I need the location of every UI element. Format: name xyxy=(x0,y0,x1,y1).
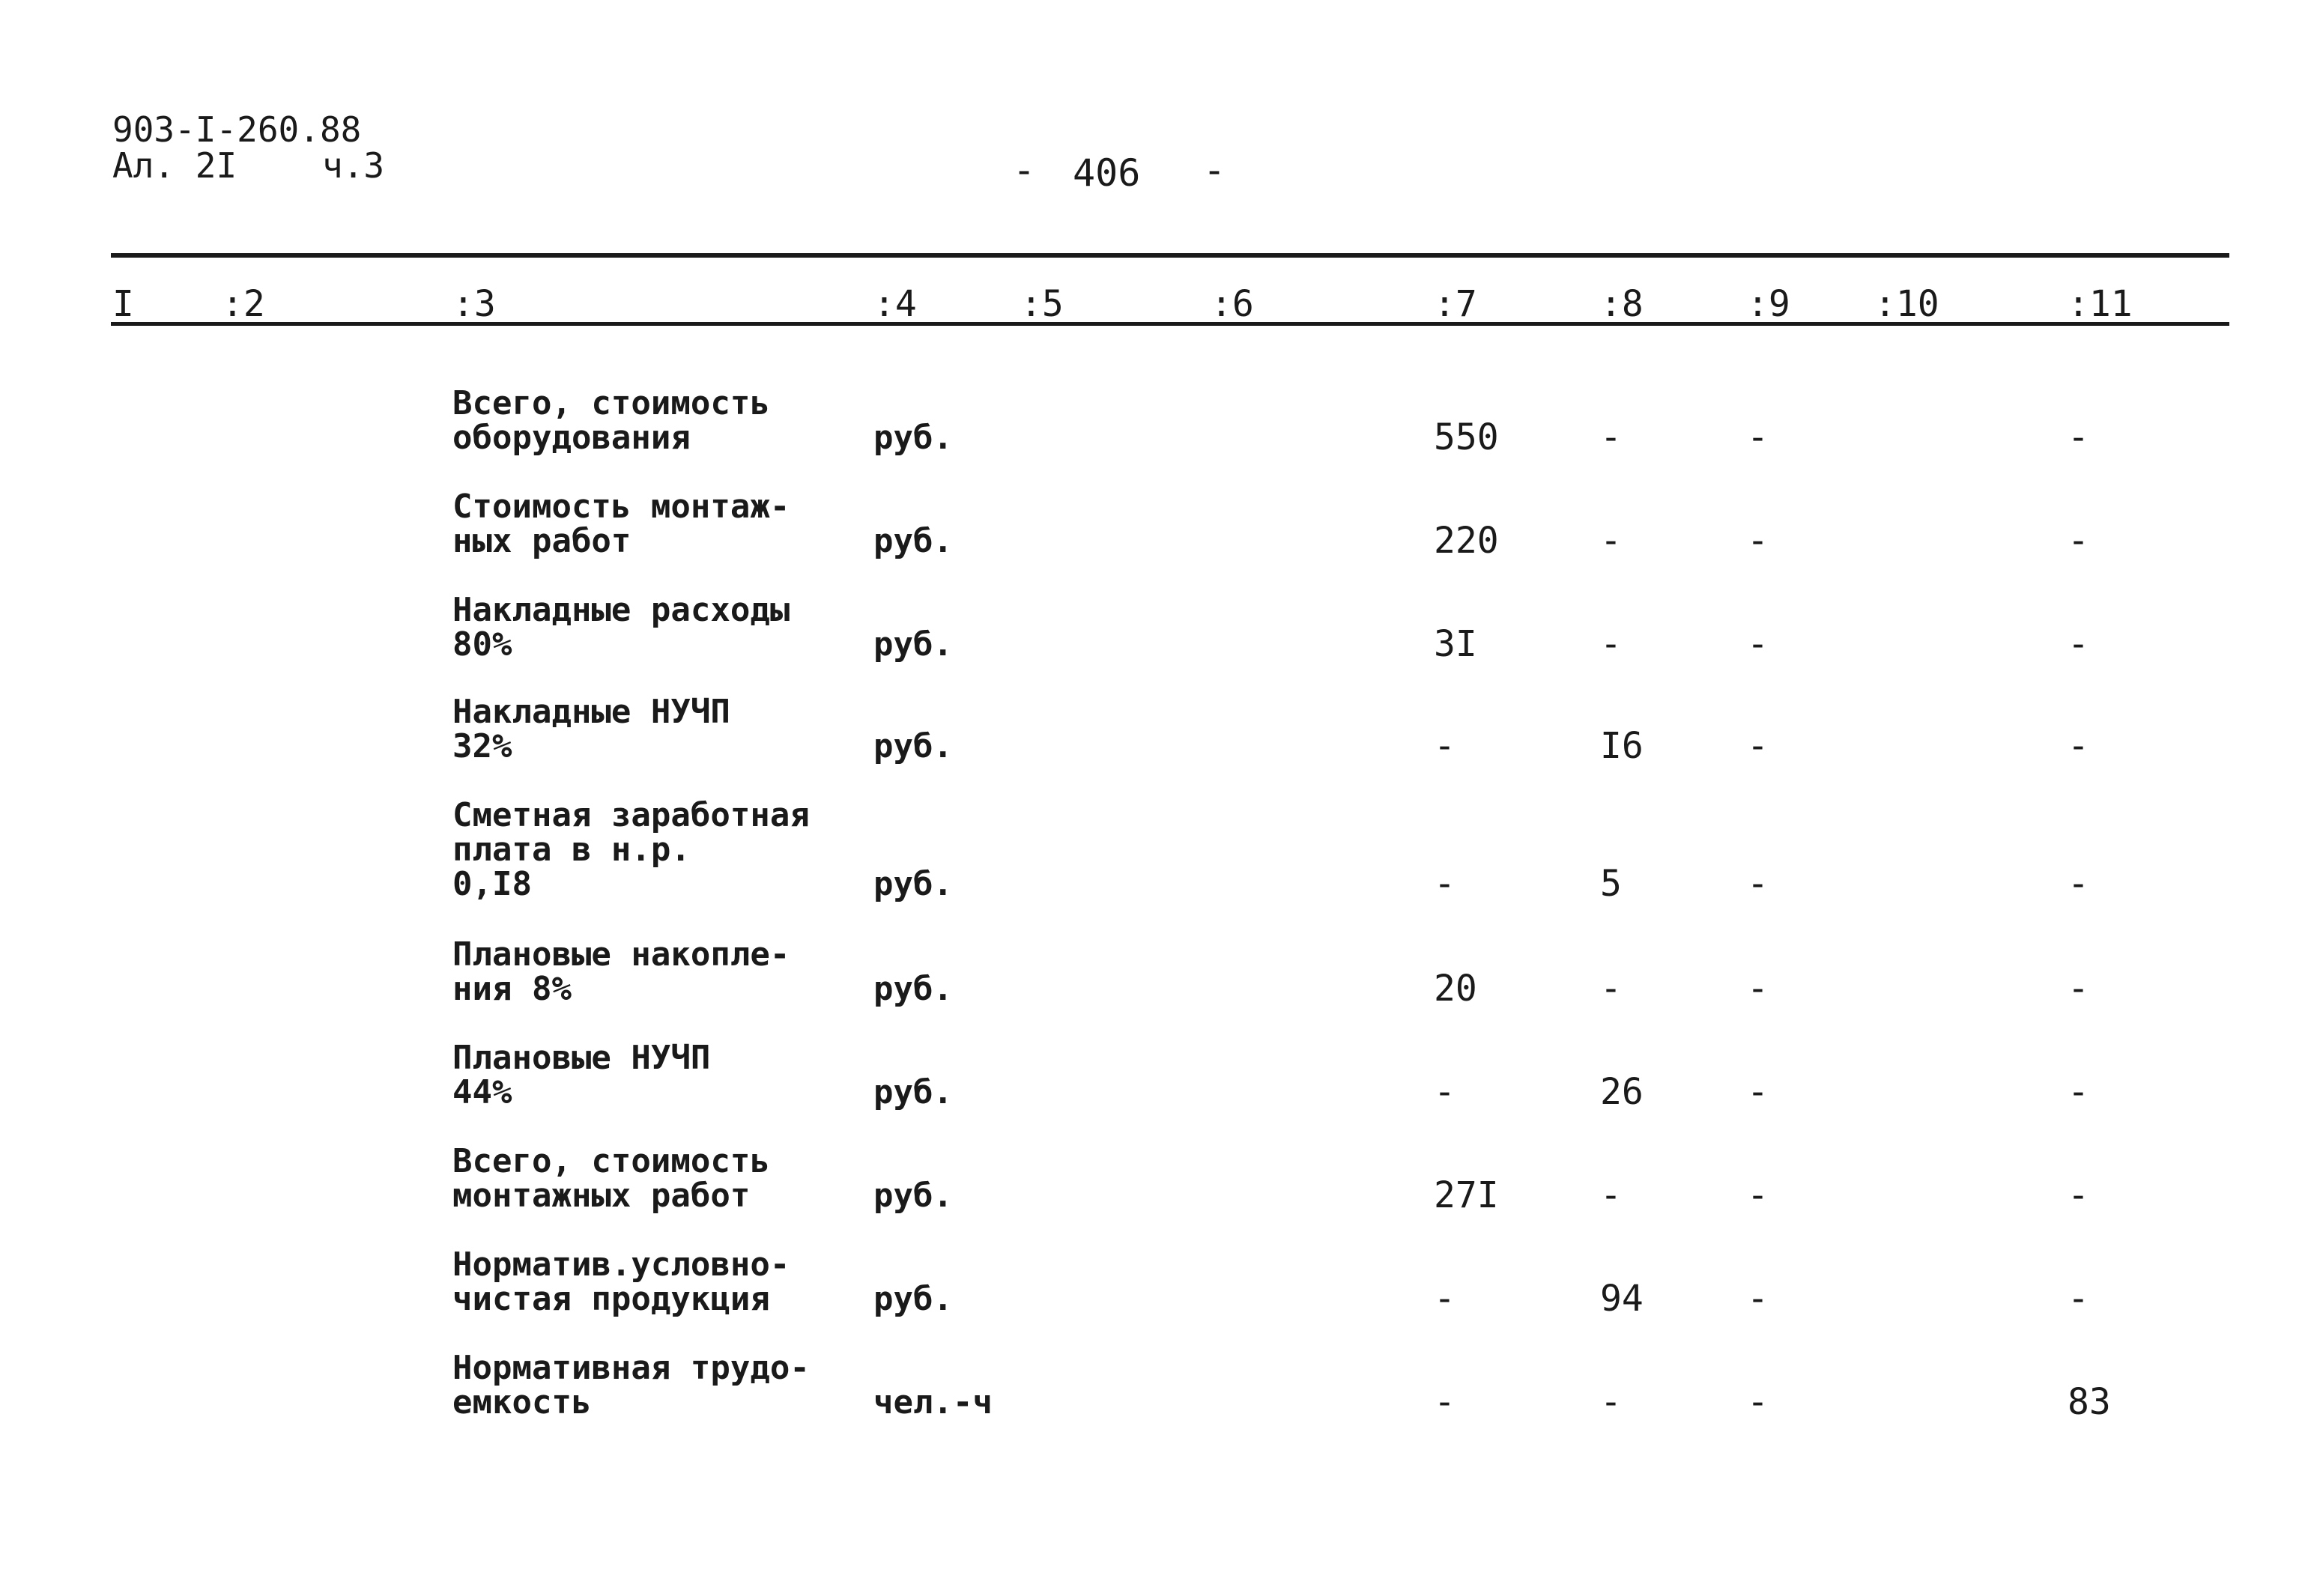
row-value-col7: - xyxy=(1434,1381,1456,1423)
table-row xyxy=(0,460,2302,565)
row-value-col7: - xyxy=(1434,725,1456,767)
row-value-col8: 94 xyxy=(1600,1278,1644,1320)
row-value-col8: 5 xyxy=(1600,863,1622,905)
row-value-col8: I6 xyxy=(1600,725,1644,767)
row-value-col8: - xyxy=(1600,1381,1622,1423)
row-value-col7: 20 xyxy=(1434,968,1477,1010)
row-unit: руб. xyxy=(873,419,953,457)
row-description: Норматив.условно- чистая продукция xyxy=(452,1245,790,1318)
table-row xyxy=(0,563,2302,668)
column-heading-7: :7 xyxy=(1434,283,1477,325)
row-description: Накладные НУЧП 32% xyxy=(452,693,730,765)
table-row xyxy=(0,1011,2302,1116)
row-value-col9: - xyxy=(1747,725,1769,767)
row-value-col9: - xyxy=(1747,623,1769,665)
row-value-col8: - xyxy=(1600,1174,1622,1216)
row-value-col8: - xyxy=(1600,968,1622,1010)
row-description: Плановые накопле- ния 8% xyxy=(452,935,790,1008)
row-value-col7: 27I xyxy=(1434,1174,1499,1216)
row-value-col11: - xyxy=(2068,1071,2089,1113)
row-value-col9: - xyxy=(1747,416,1769,458)
row-description: Всего, стоимость монтажных работ xyxy=(452,1142,770,1215)
page-dash-left: - xyxy=(1013,148,1036,192)
table-row xyxy=(0,665,2302,770)
row-value-col9: - xyxy=(1747,520,1769,562)
row-value-col7: - xyxy=(1434,1278,1456,1320)
row-value-col11: 83 xyxy=(2068,1381,2111,1423)
row-unit: руб. xyxy=(873,970,953,1008)
row-value-col7: 220 xyxy=(1434,520,1499,562)
row-value-col9: - xyxy=(1747,1174,1769,1216)
document-code: 903-I-260.88 xyxy=(112,109,362,150)
row-value-col9: - xyxy=(1747,1071,1769,1113)
column-heading-5: :5 xyxy=(1020,283,1064,325)
column-heading-2: :2 xyxy=(222,283,265,325)
table-row xyxy=(0,1321,2302,1426)
part-label: ч.3 xyxy=(322,145,385,186)
row-value-col11: - xyxy=(2068,863,2089,905)
row-value-col11: - xyxy=(2068,725,2089,767)
row-value-col9: - xyxy=(1747,968,1769,1010)
row-value-col7: - xyxy=(1434,863,1456,905)
row-value-col8: 26 xyxy=(1600,1071,1644,1113)
row-description: Стоимость монтаж- ных работ xyxy=(452,488,790,560)
row-unit: руб. xyxy=(873,727,953,765)
table-top-rule xyxy=(111,253,2229,258)
row-value-col11: - xyxy=(2068,520,2089,562)
row-description: Сметная заработная плата в н.р. 0,I8 xyxy=(452,796,810,903)
row-value-col8: - xyxy=(1600,520,1622,562)
row-description: Нормативная трудо- емкость xyxy=(452,1349,810,1421)
column-heading-3: :3 xyxy=(452,283,496,325)
row-value-col11: - xyxy=(2068,416,2089,458)
row-description: Плановые НУЧП 44% xyxy=(452,1039,711,1111)
row-value-col11: - xyxy=(2068,968,2089,1010)
page-number: 406 xyxy=(1073,151,1141,195)
row-value-col9: - xyxy=(1747,863,1769,905)
row-unit: руб. xyxy=(873,625,953,664)
table-row xyxy=(0,356,2302,461)
column-heading-6: :6 xyxy=(1211,283,1254,325)
row-description: Накладные расходы 80% xyxy=(452,591,790,664)
row-unit: руб. xyxy=(873,1280,953,1318)
table-row xyxy=(0,796,2302,908)
row-unit: руб. xyxy=(873,865,953,903)
row-value-col8: - xyxy=(1600,416,1622,458)
sheet-label: Ал. 2I xyxy=(112,145,237,186)
row-unit: чел.-ч xyxy=(873,1383,993,1421)
column-heading-1: I xyxy=(112,283,134,325)
row-description: Всего, стоимость оборудования xyxy=(452,384,770,457)
row-value-col11: - xyxy=(2068,1278,2089,1320)
row-value-col7: - xyxy=(1434,1071,1456,1113)
row-unit: руб. xyxy=(873,1073,953,1111)
column-heading-10: :10 xyxy=(1874,283,1939,325)
column-heading-9: :9 xyxy=(1747,283,1790,325)
row-value-col7: 550 xyxy=(1434,416,1499,458)
row-value-col11: - xyxy=(2068,1174,2089,1216)
row-unit: руб. xyxy=(873,1177,953,1215)
column-heading-8: :8 xyxy=(1600,283,1644,325)
row-value-col8: - xyxy=(1600,623,1622,665)
table-row xyxy=(0,908,2302,1013)
column-heading-11: :11 xyxy=(2068,283,2133,325)
row-value-col7: 3I xyxy=(1434,623,1477,665)
page-dash-right: - xyxy=(1203,148,1226,192)
table-row xyxy=(0,1218,2302,1323)
row-value-col9: - xyxy=(1747,1381,1769,1423)
table-row xyxy=(0,1114,2302,1219)
row-value-col11: - xyxy=(2068,623,2089,665)
column-heading-4: :4 xyxy=(873,283,917,325)
row-unit: руб. xyxy=(873,522,953,560)
row-value-col9: - xyxy=(1747,1278,1769,1320)
